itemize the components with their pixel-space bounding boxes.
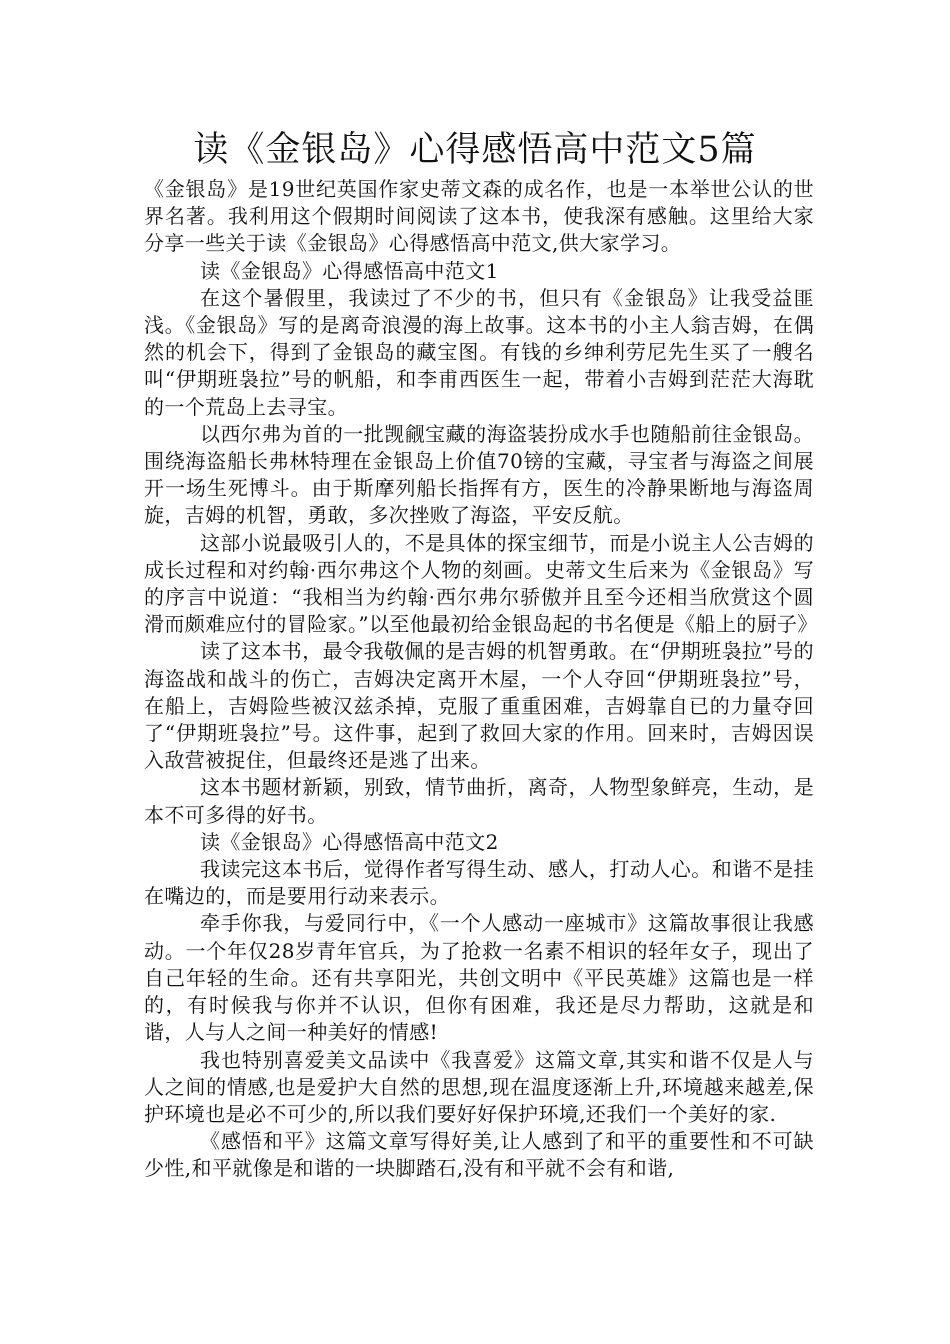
document-title: 读《金银岛》心得感悟高中范文5篇: [193, 130, 757, 170]
body-paragraph: 在这个暑假里，我读过了不少的书，但只有《金银岛》让我受益匪浅。《金银岛》写的是离奇浪漫的海上故事。这本书的小主人翁吉姆，在偶然的机会下，得到了金银岛的藏宝图。有钱的乡绅利劳尼先生买了一艘名叫“伊期班袅拉”号的帆船，和李甫西医生一起，带着小吉姆到茫茫大海耽的一个荒岛上去寻宝。: [144, 285, 814, 419]
body-paragraph: 牵手你我，与爱同行中，《一个人感动一座城市》这篇故事很让我感动。一个年仅28岁青年官兵，为了抢救一名素不相识的轻年女子，现出了自己年轻的生命。还有共享阳光，共创文明中《平民英雄》这篇也是一样的，有时候我与你并不认识，但你有困难，我还是尽力帮助，这就是和谐，人与人之间一种美好的情感!: [144, 911, 814, 1045]
body-paragraph: 我也特别喜爱美文品读中《我喜爱》这篇文章,其实和谐不仅是人与人之间的情感,也是爱护大自然的思想,现在温度逐渐上升,环境越来越差,保护环境也是必不可少的,所以我们要好好保护环境,还我们一个美好的家.: [144, 1047, 814, 1126]
body-paragraph: 以西尔弗为首的一批觊觎宝藏的海盗装扮成水手也随船前往金银岛。围绕海盗船长弗林特理在金银岛上价值70镑的宝藏，寻宝者与海盗之间展开一场生死博斗。由于斯摩列船长指挥有方，医生的冷静果断地与海盗周旋，吉姆的机智，勇敢，多次挫败了海盗，平安反航。: [144, 421, 814, 528]
document-body: [144, 176, 818, 1183]
body-paragraph: 这部小说最吸引人的，不是具体的探宝细节，而是小说主人公吉姆的成长过程和对约翰·西尔弗这个人物的刻画。史蒂文生后来为《金银岛》写的序言中说道：“我相当为约翰·西尔弗尔骄傲并且至今还相当欣赏这个圆滑而颇难应付的冒险家。”以至他最初给金银岛起的书名便是《船上的厨子》: [144, 530, 818, 637]
intro-paragraph: 《金银岛》是19世纪英国作家史蒂文森的成名作，也是一本举世公认的世界名著。我利用这个假期时间阅读了这本书，使我深有感触。这里给大家分享一些关于读《金银岛》心得感悟高中范文,供大家学习。: [144, 177, 814, 256]
section-heading-2: 读《金银岛》心得感悟高中范文2: [200, 829, 499, 854]
body-paragraph: 《感悟和平》这篇文章写得好美,让人感到了和平的重要性和不可缺少性,和平就像是和谐的一块脚踏石,没有和平就不会有和谐,: [144, 1129, 814, 1181]
section-heading-1: 读《金银岛》心得感悟高中范文1: [200, 258, 499, 283]
body-paragraph: 读了这本书，最令我敬佩的是吉姆的机智勇敢。在“伊期班袅拉”号的海盗战和战斗的伤亡，吉姆决定离开木屋，一个人夺回“伊期班袅拉”号，在船上，吉姆险些被汉兹杀掉，克服了重重困难，吉姆靠自已的力量夺回了“伊期班袅拉”号。这件事，起到了救回大家的作用。回来时，吉姆因误入敌营被捉住，但最终还是逃了出来。: [144, 639, 814, 773]
body-paragraph: 这本书题材新颖，别致，情节曲折，离奇，人物型象鲜亮，生动，是本不可多得的好书。: [144, 775, 814, 827]
body-paragraph: 我读完这本书后，觉得作者写得生动、感人，打动人心。和谐不是挂在嘴边的，而是要用行动来表示。: [144, 857, 814, 909]
